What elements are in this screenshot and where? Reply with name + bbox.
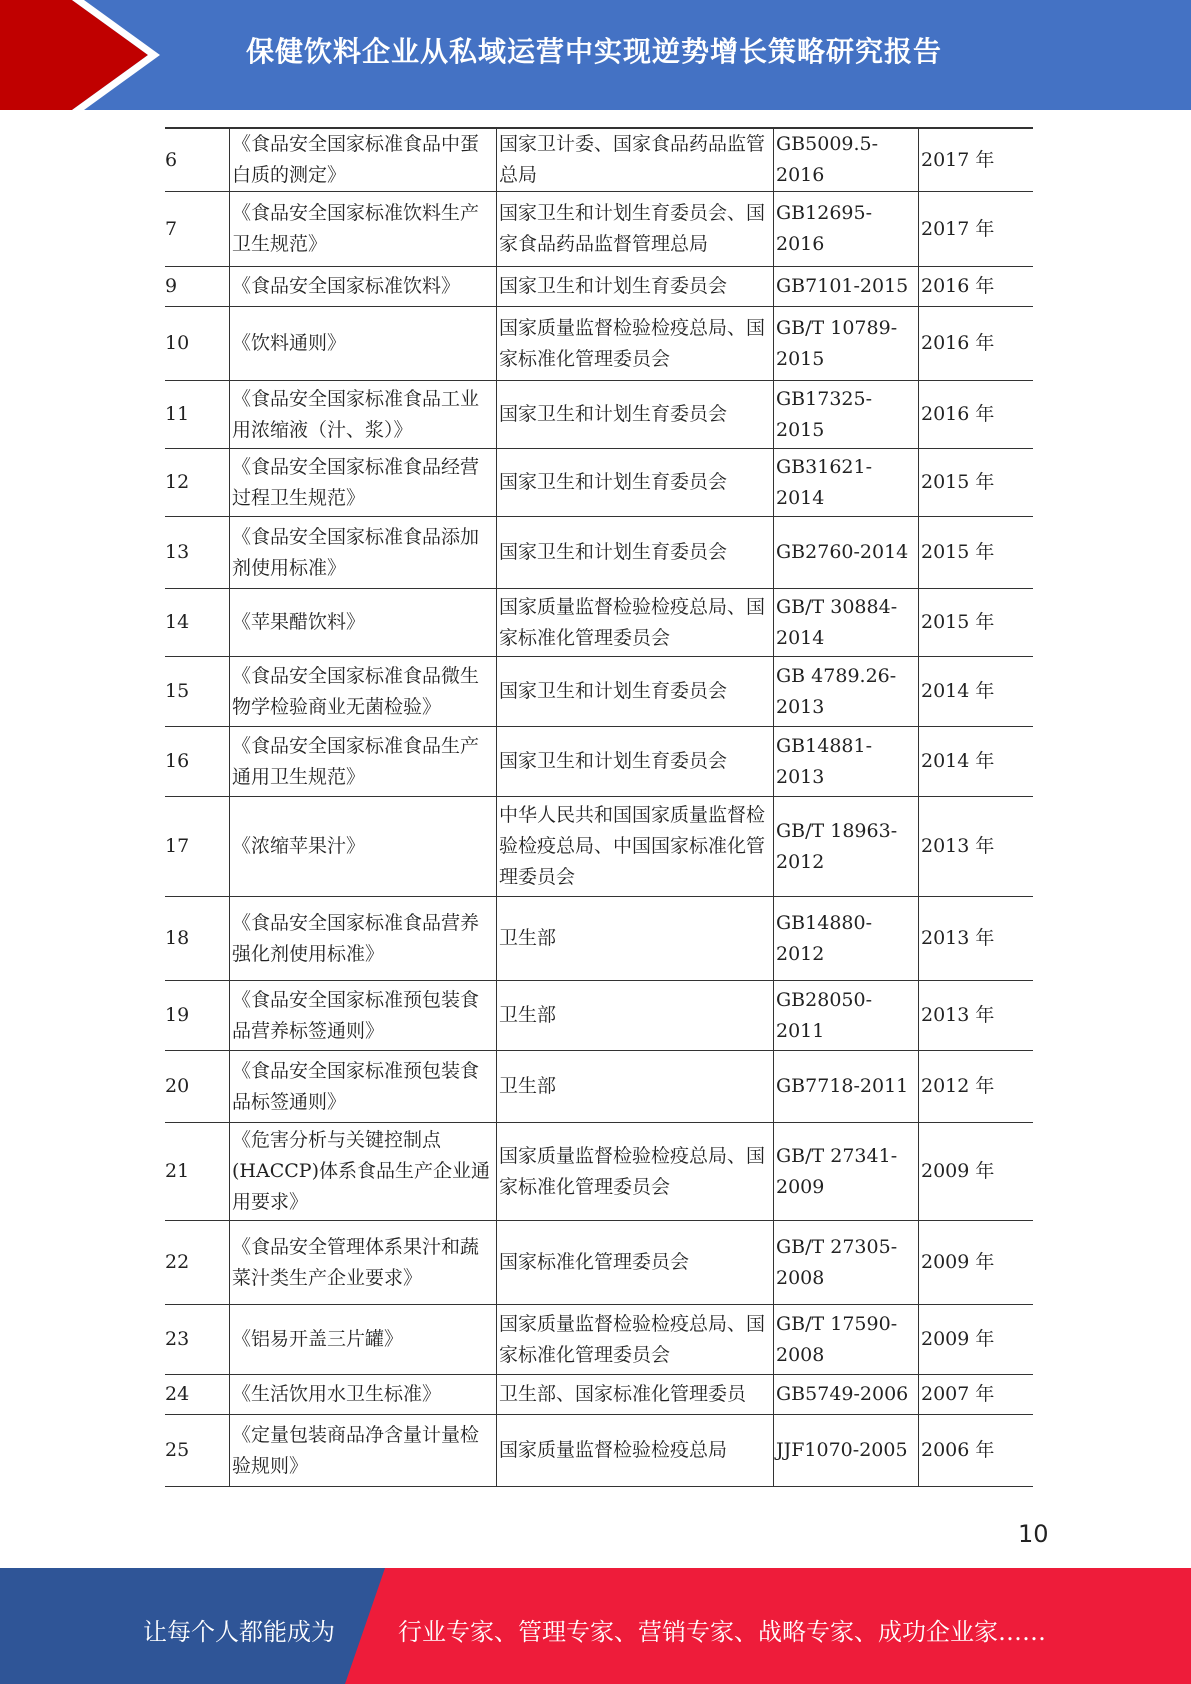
- standard-code: GB31621-2014: [774, 449, 919, 517]
- row-number: 18: [165, 897, 230, 981]
- standard-name: 《生活饮用水卫生标准》: [230, 1375, 497, 1415]
- table-row: [165, 727, 1033, 797]
- report-title: 保健饮料企业从私域运营中实现逆势增长策略研究报告: [246, 35, 943, 68]
- standard-name: 《食品安全国家标准食品添加剂使用标准》: [230, 517, 497, 589]
- standard-code: GB7718-2011: [774, 1051, 919, 1123]
- row-number: 9: [165, 267, 230, 307]
- table-row: [165, 1051, 1033, 1123]
- effective-year: 2007 年: [919, 1375, 1034, 1415]
- issuing-authority: 国家卫生和计划生育委员会: [497, 657, 774, 727]
- issuing-authority: 国家质量监督检验检疫总局: [497, 1415, 774, 1487]
- issuing-authority: 国家质量监督检验检疫总局、国家标准化管理委员会: [497, 1305, 774, 1375]
- standard-name: 《食品安全国家标准食品工业用浓缩液（汁、浆）》: [230, 381, 497, 449]
- standard-code: GB5009.5-2016: [774, 128, 919, 192]
- standard-name: 《食品安全国家标准预包装食品标签通则》: [230, 1051, 497, 1123]
- page-number: 10: [1018, 1520, 1049, 1548]
- standard-code: JJF1070-2005: [774, 1415, 919, 1487]
- table-row: [165, 1305, 1033, 1375]
- table-row: [165, 1375, 1033, 1415]
- standard-name: 《食品安全国家标准食品营养强化剂使用标准》: [230, 897, 497, 981]
- row-number: 22: [165, 1221, 230, 1305]
- standard-code: GB14880-2012: [774, 897, 919, 981]
- standard-code: GB/T 17590-2008: [774, 1305, 919, 1375]
- row-number: 10: [165, 307, 230, 381]
- table-row: [165, 1415, 1033, 1487]
- effective-year: 2017 年: [919, 192, 1034, 267]
- effective-year: 2013 年: [919, 981, 1034, 1051]
- effective-year: 2014 年: [919, 727, 1034, 797]
- standard-code: GB/T 18963-2012: [774, 797, 919, 897]
- row-number: 6: [165, 128, 230, 192]
- standard-name: 《食品安全国家标准食品中蛋白质的测定》: [230, 128, 497, 192]
- row-number: 17: [165, 797, 230, 897]
- effective-year: 2013 年: [919, 897, 1034, 981]
- standard-code: GB28050-2011: [774, 981, 919, 1051]
- effective-year: 2012 年: [919, 1051, 1034, 1123]
- effective-year: 2016 年: [919, 307, 1034, 381]
- issuing-authority: 国家卫生和计划生育委员会: [497, 449, 774, 517]
- effective-year: 2016 年: [919, 381, 1034, 449]
- standard-code: GB/T 27341-2009: [774, 1123, 919, 1221]
- row-number: 24: [165, 1375, 230, 1415]
- row-number: 15: [165, 657, 230, 727]
- header-arrow-icon: [0, 0, 160, 110]
- standard-name: 《食品安全管理体系果汁和蔬菜汁类生产企业要求》: [230, 1221, 497, 1305]
- standards-table: [165, 127, 1033, 1487]
- effective-year: 2006 年: [919, 1415, 1034, 1487]
- issuing-authority: 卫生部: [497, 1051, 774, 1123]
- issuing-authority: 卫生部: [497, 897, 774, 981]
- row-number: 21: [165, 1123, 230, 1221]
- effective-year: 2009 年: [919, 1305, 1034, 1375]
- standard-name: 《食品安全国家标准预包装食品营养标签通则》: [230, 981, 497, 1051]
- row-number: 20: [165, 1051, 230, 1123]
- effective-year: 2015 年: [919, 589, 1034, 657]
- standard-name: 《食品安全国家标准饮料生产卫生规范》: [230, 192, 497, 267]
- table-row: [165, 128, 1033, 192]
- standard-name: 《食品安全国家标准食品经营过程卫生规范》: [230, 449, 497, 517]
- effective-year: 2009 年: [919, 1221, 1034, 1305]
- standard-name: 《食品安全国家标准食品生产通用卫生规范》: [230, 727, 497, 797]
- standard-name: 《苹果醋饮料》: [230, 589, 497, 657]
- issuing-authority: 中华人民共和国国家质量监督检验检疫总局、中国国家标准化管理委员会: [497, 797, 774, 897]
- table-row: [165, 657, 1033, 727]
- row-number: 19: [165, 981, 230, 1051]
- row-number: 7: [165, 192, 230, 267]
- issuing-authority: 国家卫生和计划生育委员会: [497, 517, 774, 589]
- standard-code: GB2760-2014: [774, 517, 919, 589]
- issuing-authority: 国家卫生和计划生育委员会: [497, 267, 774, 307]
- effective-year: 2015 年: [919, 517, 1034, 589]
- page-header: [0, 0, 1191, 110]
- table-row: [165, 517, 1033, 589]
- effective-year: 2014 年: [919, 657, 1034, 727]
- effective-year: 2015 年: [919, 449, 1034, 517]
- issuing-authority: 卫生部: [497, 981, 774, 1051]
- issuing-authority: 国家质量监督检验检疫总局、国家标准化管理委员会: [497, 307, 774, 381]
- issuing-authority: 国家标准化管理委员会: [497, 1221, 774, 1305]
- row-number: 14: [165, 589, 230, 657]
- table-row: [165, 797, 1033, 897]
- row-number: 12: [165, 449, 230, 517]
- table-row: [165, 381, 1033, 449]
- effective-year: 2016 年: [919, 267, 1034, 307]
- table-row: [165, 897, 1033, 981]
- table-row: [165, 981, 1033, 1051]
- standard-code: GB12695-2016: [774, 192, 919, 267]
- table-row: [165, 267, 1033, 307]
- standard-name: 《食品安全国家标准饮料》: [230, 267, 497, 307]
- standard-code: GB/T 27305-2008: [774, 1221, 919, 1305]
- row-number: 25: [165, 1415, 230, 1487]
- issuing-authority: 国家卫生和计划生育委员会、国家食品药品监督管理总局: [497, 192, 774, 267]
- standard-name: 《饮料通则》: [230, 307, 497, 381]
- issuing-authority: 国家卫生和计划生育委员会: [497, 727, 774, 797]
- standard-name: 《铝易开盖三片罐》: [230, 1305, 497, 1375]
- effective-year: 2009 年: [919, 1123, 1034, 1221]
- standard-name: 《食品安全国家标准食品微生物学检验商业无菌检验》: [230, 657, 497, 727]
- standard-name: 《浓缩苹果汁》: [230, 797, 497, 897]
- standard-name: 《危害分析与关键控制点(HACCP)体系食品生产企业通用要求》: [230, 1123, 497, 1221]
- standard-code: GB/T 30884-2014: [774, 589, 919, 657]
- row-number: 11: [165, 381, 230, 449]
- standard-name: 《定量包装商品净含量计量检验规则》: [230, 1415, 497, 1487]
- effective-year: 2017 年: [919, 128, 1034, 192]
- table-row: [165, 449, 1033, 517]
- footer-slogan-left: 让每个人都能成为: [143, 1618, 335, 1646]
- footer-slogan-right: 行业专家、管理专家、营销专家、战略专家、成功企业家……: [398, 1618, 1046, 1646]
- standard-code: GB17325-2015: [774, 381, 919, 449]
- table-row: [165, 589, 1033, 657]
- table-row: [165, 1123, 1033, 1221]
- issuing-authority: 卫生部、国家标准化管理委员: [497, 1375, 774, 1415]
- issuing-authority: 国家卫计委、国家食品药品监管总局: [497, 128, 774, 192]
- standard-code: GB14881-2013: [774, 727, 919, 797]
- table-row: [165, 307, 1033, 381]
- row-number: 16: [165, 727, 230, 797]
- row-number: 23: [165, 1305, 230, 1375]
- row-number: 13: [165, 517, 230, 589]
- standard-code: GB 4789.26-2013: [774, 657, 919, 727]
- table-row: [165, 192, 1033, 267]
- issuing-authority: 国家卫生和计划生育委员会: [497, 381, 774, 449]
- standard-code: GB7101-2015: [774, 267, 919, 307]
- standard-code: GB/T 10789-2015: [774, 307, 919, 381]
- table-row: [165, 1221, 1033, 1305]
- issuing-authority: 国家质量监督检验检疫总局、国家标准化管理委员会: [497, 1123, 774, 1221]
- issuing-authority: 国家质量监督检验检疫总局、国家标准化管理委员会: [497, 589, 774, 657]
- effective-year: 2013 年: [919, 797, 1034, 897]
- standard-code: GB5749-2006: [774, 1375, 919, 1415]
